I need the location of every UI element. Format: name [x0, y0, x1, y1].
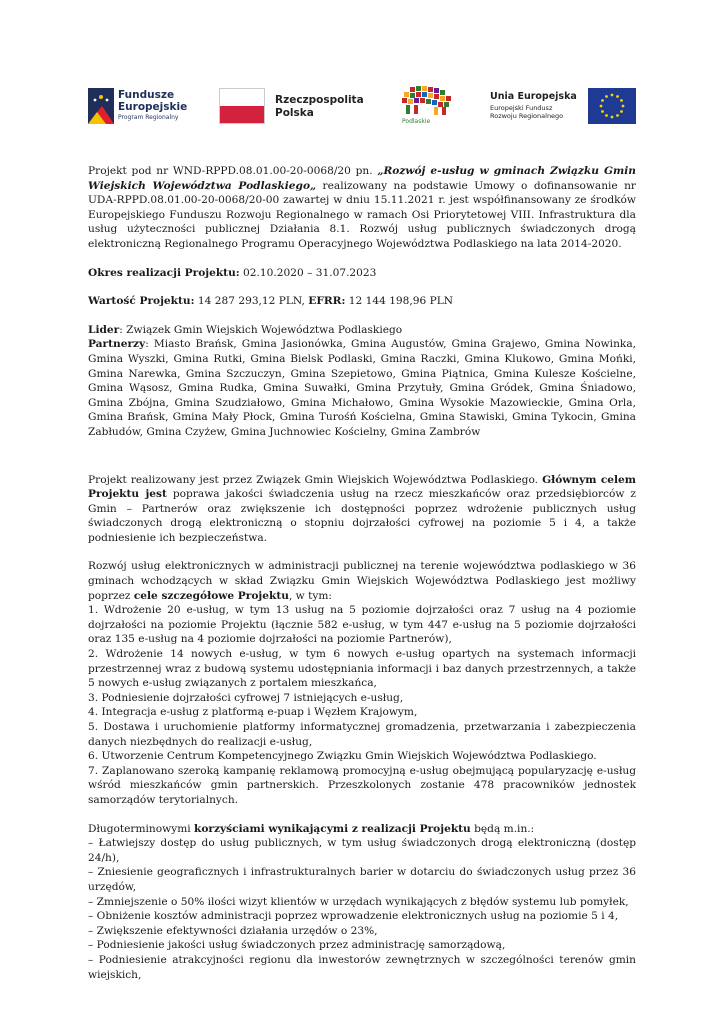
list-item: 6. Utworzenie Centrum Kompetencyjnego Związku Gmin Wiejskich Województwa Podlaskiego.: [88, 750, 597, 763]
eu-flag-icon: [588, 88, 636, 124]
polish-flag-icon: [219, 88, 265, 124]
fe-flag-icon: [88, 88, 114, 124]
unia-europejska-logo: [488, 84, 638, 130]
list-item: – Zmniejszenie o 50% ilości wizyt klientów w urzędach wynikających z błędów systemu lub pomyłek,: [88, 895, 629, 908]
ue-line3: Rozwoju Regionalnego: [490, 112, 564, 120]
fundusze-europejskie-logo: [88, 84, 208, 130]
period-label: Okres realizacji Projektu:: [88, 266, 240, 279]
value-label: Wartość Projektu:: [88, 295, 195, 308]
list-item: 7. Zaplanowano szeroką kampanię reklamową promocyjną e-usług obejmującą popularyzację e-usług wśród mieszkańców gmin partnerskich. Przeszkolonych zostanie 478 pracowników jednostek samorządów terytorialnych.: [88, 764, 636, 806]
value-line: [88, 294, 636, 309]
partners-value: : Miasto Brańsk, Gmina Jasionówka, Gmina Augustów, Gmina Grajewo, Gmina Nowinka, Gmina Wyszki, Gmina Rutki, Gmina Bielsk Podlaski, Gmina Raczki, Gmina Klukowo, Gmina Mońki, Gmina Narewka, Gmina Szczuczyn, Gmina Szepietowo, Gmina Piątnica, Gmina Kulesze Kościelne, Gmina Wąsosz, Gmina Rudka, Gmina Suwałki, Gmina Przytuły, Gmina Gródek, Gmina Śniadowo, Gmina Zbójna, Gmina Szudziałowo, Gmina Michałowo, Gmina Wysokie Mazowieckie, Gmina Orla, Gmina Brańsk, Gmina Mały Płock, Gmina Turośń Kościelna, Gmina Stawiski, Gmina Tykocin, Gmina Zabłudów, Gmina Czyżew, Gmina Juchnowiec Kościelny, Gmina Zambrów: [88, 338, 636, 438]
goal-text-1: Projekt realizowany jest przez Związek Gmin Wiejskich Województwa Podlaskiego.: [88, 473, 543, 486]
partners-label: Partnerzy: [88, 338, 146, 351]
list-item: – Podniesienie atrakcyjności regionu dla inwestorów zewnętrznych w szczególności terenów gmin wiejskich,: [88, 953, 636, 981]
efrr-amount: 12 144 198,96 PLN: [345, 295, 454, 308]
logo-bar: [88, 84, 636, 130]
benefits-intro: [88, 822, 636, 837]
goal-text-2: poprawa jakości świadczenia usług na rzecz mieszkańców oraz przedsiębiorców z Gmin – Partnerów oraz zwiększenie ich dostępności poprzez wdrożenie publicznych usług świadczonych drogą elektroniczną o stopniu dojrzałości cyfrowej na poziomie 5 i 4, a także podniesienie ich bezpieczeństwa.: [88, 488, 636, 544]
bison-mosaic-icon: [396, 84, 456, 118]
list-item: 1. Wdrożenie 20 e-usług, w tym 13 usług na 5 poziomie dojrzałości oraz 7 usług na 4 poziomie dojrzałości na poziomie Projektu (łącznie 582 e-usług, w tym 447 e-usług na 5 poziomie dojrzałości oraz 135 e-usług na 4 poziomie dojrzałości na poziomie Partnerów),: [88, 604, 636, 646]
rzeczpospolita-polska-logo: [219, 84, 364, 130]
rp-line1: Rzeczpospolita: [275, 94, 364, 106]
document-body: [88, 164, 636, 982]
leader-value: : Związek Gmin Wiejskich Województwa Podlaskiego: [119, 323, 403, 336]
benefits-text-1: Długoterminowymi: [88, 822, 194, 835]
list-item: 2. Wdrożenie 14 nowych e-usług, w tym 6 nowych e-usług opartych na systemach informacji przestrzennej wraz z budową systemu udostępniania informacji i baz danych przestrzennych, a także 5 nowych e-usług związanych z portalem mieszkańca,: [88, 648, 636, 690]
partners-paragraph: [88, 337, 636, 439]
intro-text-2: realizowany na podstawie Umowy o dofinansowanie nr UDA-RPPD.08.01.00-20-0068/20-00 zawartej w dniu 15.11.2021 r. jest współfinansowany ze środków Europejskiego Funduszu Rozwoju Regionalnego w ramach Osi Priorytetowej VIII. Infrastruktura dla usług użyteczności publicznej Działania 8.1. Rozwój usług publicznych świadczonych drogą elektroniczną Regionalnego Programu Operacyjnego Województwa Podlaskiego na lata 2014-2020.: [88, 179, 636, 250]
list-item: – Łatwiejszy dostęp do usług publicznych, w tym usług świadczonych drogą elektroniczną (dostęp 24/h),: [88, 837, 636, 864]
period-line: [88, 266, 636, 281]
podlaskie-label: Podlaskie: [402, 118, 431, 125]
podlaskie-logo: [396, 84, 456, 130]
efrr-label: EFRR:: [308, 295, 346, 308]
leader-line: [88, 323, 636, 338]
specific-bold: cele szczegółowe Projektu: [133, 589, 289, 602]
goal-paragraph: [88, 473, 636, 546]
benefits-bold: korzyściami wynikającymi z realizacji Projektu: [194, 822, 471, 835]
list-item: – Obniżenie kosztów administracji poprzez wprowadzenie elektronicznych usług na poziomie 5 i 4,: [88, 910, 619, 923]
ue-line2: Europejski Fundusz: [490, 104, 553, 112]
ue-line1: Unia Europejska: [490, 91, 577, 102]
list-item: – Zniesienie geograficznych i infrastrukturalnych barier w dotarciu do świadczonych usług przez 36 urzędów,: [88, 866, 636, 893]
list-item: 4. Integracja e-usług z platformą e-puap i Węzłem Krajowym,: [88, 706, 418, 719]
period-value: 02.10.2020 – 31.07.2023: [239, 266, 377, 279]
goal-bold: Głównym celem Projektu jest: [88, 473, 636, 501]
fe-line2: Europejskie: [118, 101, 188, 113]
fe-line1: Fundusze: [118, 89, 175, 101]
leader-label: Lider: [88, 323, 120, 336]
specific-text-2: , w tym:: [288, 589, 332, 602]
project-title: „Rozwój e-usług w gminach Związku Gmin Wiejskich Województwa Podlaskiego„: [88, 165, 636, 192]
fe-line3: Program Regionalny: [118, 114, 179, 121]
intro-paragraph: [88, 164, 636, 252]
intro-text-1: Projekt pod nr WND-RPPD.08.01.00-20-0068/20 pn.: [88, 165, 378, 177]
list-item: 3. Podniesienie dojrzałości cyfrowej 7 istniejących e-usług,: [88, 691, 404, 704]
list-item: – Podniesienie jakości usług świadczonych przez administrację samorządową,: [88, 939, 506, 952]
rp-line2: Polska: [275, 107, 314, 119]
specific-text-1: Rozwój usług elektronicznych w administracji publicznej na terenie województwa podlaskiego w 36 gminach wchodzących w skład Związku Gmin Wiejskich Województwa Podlaskiego jest możliwy poprzez: [88, 560, 636, 602]
value-amount: 14 287 293,12 PLN,: [194, 295, 309, 308]
list-item: 5. Dostawa i uruchomienie platformy informatycznej gromadzenia, przetwarzania i zabezpieczenia danych niezbędnych do realizacji e-usług,: [88, 721, 636, 748]
specific-intro: [88, 559, 636, 603]
list-item: – Zwiększenie efektywności działania urzędów o 23%,: [88, 924, 378, 937]
benefits-text-2: będą m.in.:: [470, 822, 535, 835]
